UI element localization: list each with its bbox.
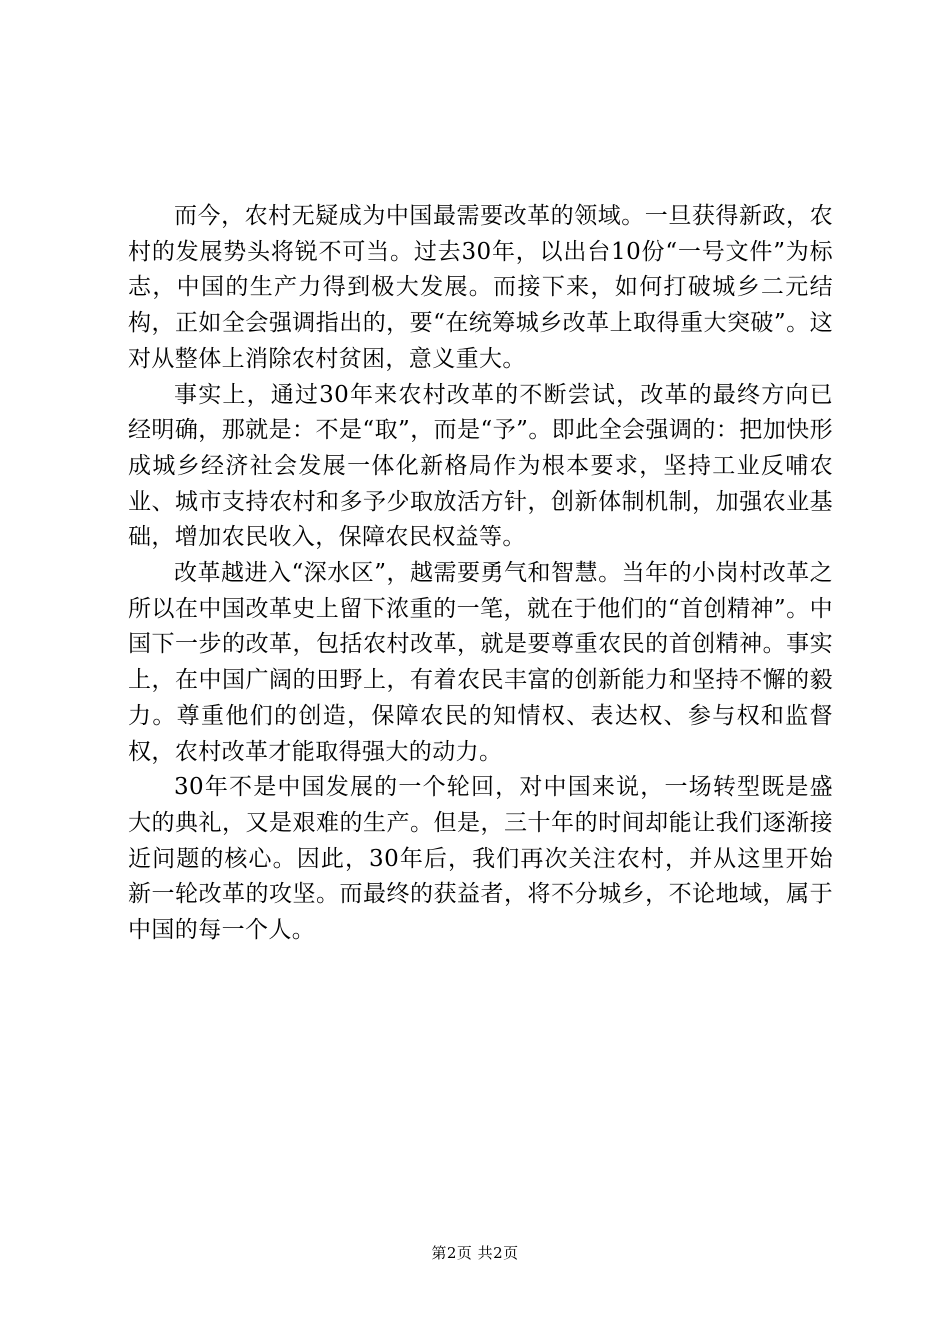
paragraph: 事实上，通过30年来农村改革的不断尝试，改革的最终方向已经明确，那就是：不是“取”，而是“予”。即此全会强调的：把加快形成城乡经济社会发展一体化新格局作为根本要求，坚持工业反哺农业、城市支持农村和多予少取放活方针，创新体制机制，加强农业基础，增加农民收入，保障农民权益等。 [128,381,833,551]
paragraph: 30年不是中国发展的一个轮回，对中国来说，一场转型既是盛大的典礼，又是艰难的生产。但是，三十年的时间却能让我们逐渐接近问题的核心。因此，30年后，我们再次关注农村，并从这里开始新一轮改革的攻坚。而最终的获益者，将不分城乡，不论地域，属于中国的每一个人。 [128,774,833,944]
page-number-footer: 第2页 共2页 [431,1244,519,1262]
document-body [128,199,833,949]
paragraph: 改革越进入“深水区”，越需要勇气和智慧。当年的小岗村改革之所以在中国改革史上留下浓重的一笔，就在于他们的“首创精神”。中国下一步的改革，包括农村改革，就是要尊重农民的首创精神。事实上，在中国广阔的田野上，有着农民丰富的创新能力和坚持不懈的毅力。尊重他们的创造，保障农民的知情权、表达权、参与权和监督权，农村改革才能取得强大的动力。 [128,560,833,765]
paragraph: 而今，农村无疑成为中国最需要改革的领域。一旦获得新政，农村的发展势头将锐不可当。过去30年，以出台10份“一号文件”为标志，中国的生产力得到极大发展。而接下来，如何打破城乡二元结构，正如全会强调指出的，要“在统筹城乡改革上取得重大突破”。这对从整体上消除农村贫困，意义重大。 [128,203,833,372]
